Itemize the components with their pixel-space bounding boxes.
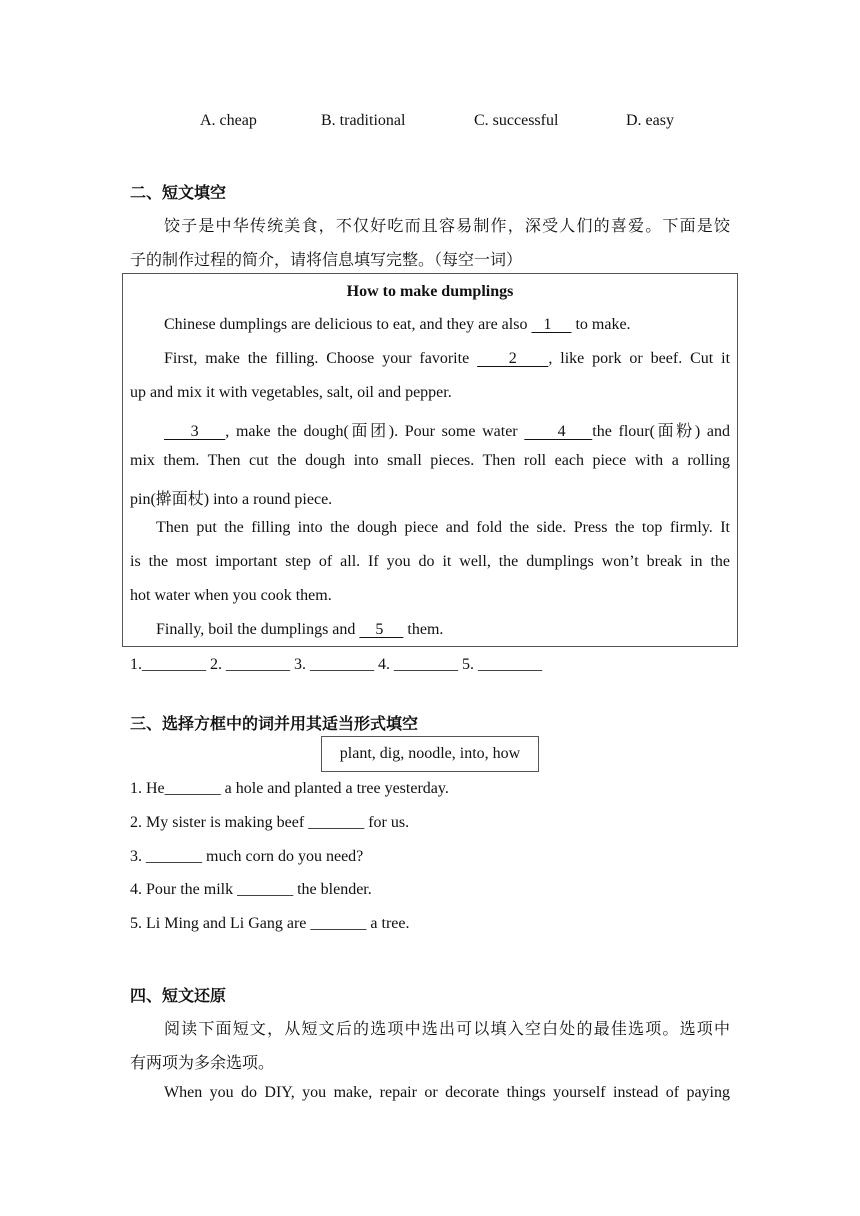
section2-intro-line1: 饺子是中华传统美食，不仅好吃而且容易制作，深受人们的喜爱。下面是饺 [164, 216, 730, 235]
exercise-item-4: 4. Pour the milk _______ the blender. [130, 881, 372, 898]
choice-a: A. cheap [200, 112, 257, 129]
section3-heading: 三、选择方框中的词并用其适当形式填空 [130, 714, 419, 733]
passage-p4-line2: is the most important step of all. If you do it well, the dumplings won’t break in the [130, 553, 730, 570]
answer-line: 1.________ 2. ________ 3. ________ 4. ________ 5. ________ [130, 656, 542, 673]
blank-4: 4 [524, 423, 593, 440]
exercise-item-5: 5. Li Ming and Li Gang are _______ a tree. [130, 915, 410, 932]
p5-text-a: Finally, boil the dumplings and [156, 621, 360, 638]
choice-b: B. traditional [321, 112, 406, 129]
p1-text-a: Chinese dumplings are delicious to eat, and they are also [164, 316, 532, 333]
passage-p5 [156, 621, 443, 639]
p3-text-a: , make the dough(面团). Pour some water [225, 423, 525, 440]
section2-intro-line2: 子的制作过程的简介，请将信息填写完整。（每空一词） [130, 250, 523, 269]
passage-p3-line1 [164, 418, 730, 441]
passage-p3-line2: mix them. Then cut the dough into small pieces. Then roll each piece with a rolling [130, 452, 730, 469]
passage-p4-line3: hot water when you cook them. [130, 587, 332, 604]
section4-intro-line1: 阅读下面短文，从短文后的选项中选出可以填入空白处的最佳选项。选项中 [164, 1019, 730, 1038]
exercise-item-2: 2. My sister is making beef _______ for us. [130, 814, 410, 831]
section4-heading: 四、短文还原 [130, 986, 227, 1005]
passage-p4-line1: Then put the filling into the dough piece and fold the side. Press the top firmly. It [156, 519, 730, 536]
p5-text-b: them. [403, 621, 444, 638]
blank-3: 3 [164, 423, 226, 440]
exercise-item-1: 1. He_______ a hole and planted a tree yesterday. [130, 780, 449, 797]
passage-p2-line2: up and mix it with vegetables, salt, oil and pepper. [130, 384, 452, 401]
choice-d: D. easy [626, 112, 674, 129]
exercise-item-3: 3. _______ much corn do you need? [130, 848, 364, 865]
word-box: plant, dig, noodle, into, how [321, 736, 539, 772]
blank-5: 5 [359, 621, 404, 638]
blank-1: 1 [531, 316, 572, 333]
passage-p3-line3: pin(擀面杖) into a round piece. [130, 491, 333, 508]
passage-p1 [164, 316, 631, 334]
blank-2: 2 [477, 350, 549, 367]
p2-text-a: First, make the filling. Choose your favorite [164, 350, 478, 367]
p1-text-b: to make. [571, 316, 631, 333]
passage-p2-line1 [164, 350, 730, 368]
choice-c: C. successful [474, 112, 559, 129]
section4-intro-line2: 有两项为多余选项。 [130, 1053, 275, 1072]
section2-heading: 二、短文填空 [130, 183, 227, 202]
passage-title: How to make dumplings [346, 283, 514, 300]
p3-text-b: the flour(面粉) and [592, 423, 730, 440]
p2-text-b: , like pork or beef. Cut it [548, 350, 731, 367]
section4-text-line1: When you do DIY, you make, repair or decorate things yourself instead of paying [164, 1084, 730, 1101]
